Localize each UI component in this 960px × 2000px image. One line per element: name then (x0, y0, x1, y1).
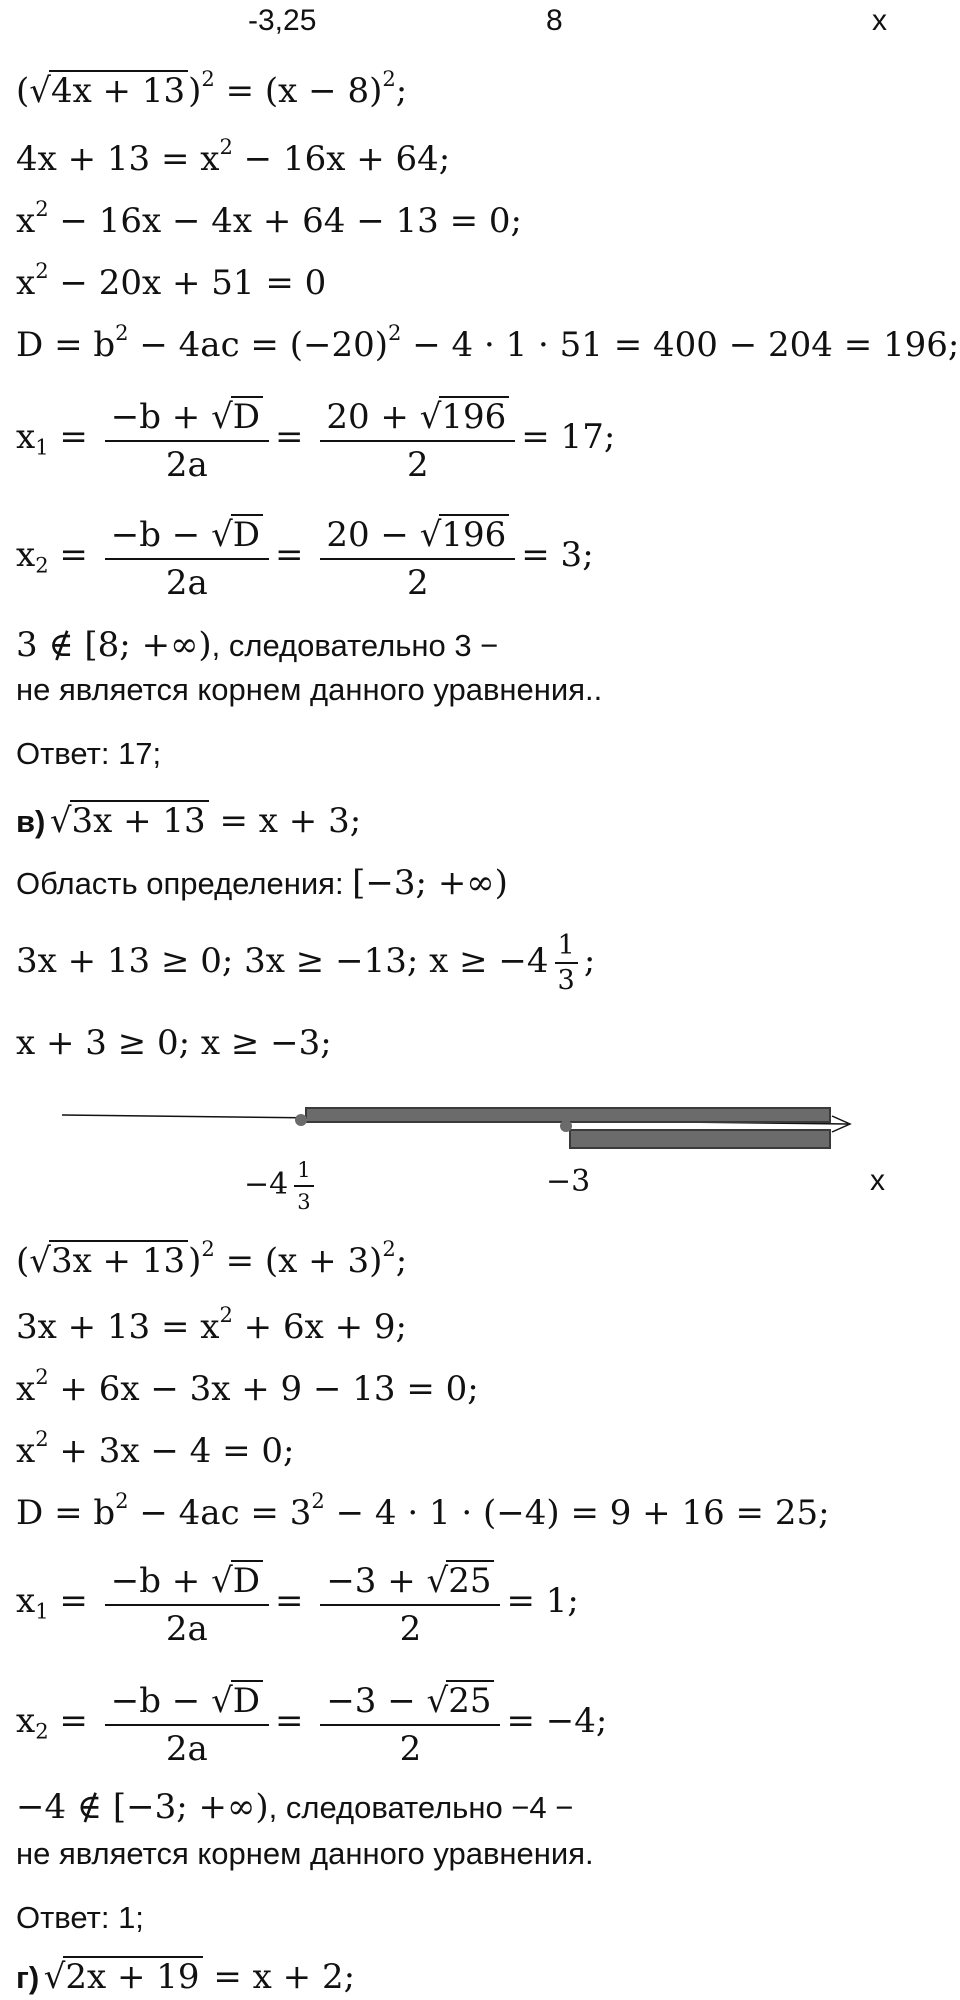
b-moved-terms: $x^2 - 16x - 4x + 64 - 13 = 0$; (16, 196, 522, 241)
v-answer: Ответ: 1; (16, 1900, 144, 1935)
b-squared-equation: $(√4x + 13)^2 = (x - 8)^2$; (16, 66, 408, 111)
b-root-x2: $x_2$ = $\frac{-b - √D}{2a}$ = $\frac{20 - √196}{2}$ = 3; (16, 515, 594, 603)
top-axis-x-label: x (872, 4, 887, 37)
v-nl-left-label: −4 $\frac{1}{3}$ (244, 1158, 320, 1214)
b-root-x1: $x_1$ = $\frac{-b + √D}{2a}$ = $\frac{20 + √196}{2}$ = 17; (16, 397, 616, 485)
v-inequality-2: x + 3 ≥ 0; x ≥ −3; (16, 1023, 332, 1063)
v-nl-x-label: x (870, 1164, 885, 1197)
b-conclusion-line1: 3 ∉ [8; +∞), следовательно 3 − (16, 625, 499, 665)
b-answer: Ответ: 17; (16, 736, 162, 771)
v-equation: в) √3x + 13 = x + 3; (16, 801, 362, 841)
v-conclusion-line2: не является корнем данного уравнения. (16, 1836, 594, 1871)
v-quadratic: $x^2 + 3x - 4 = 0$; (16, 1426, 295, 1471)
b-conclusion-line2: не является корнем данного уравнения.. (16, 672, 603, 707)
v-moved-terms: $x^2 + 6x - 3x + 9 - 13 = 0$; (16, 1364, 479, 1409)
v-nl-right-label: −3 (546, 1164, 591, 1199)
point-minus-3 (560, 1120, 572, 1132)
v-squared-equation: $(√3x + 13)^2 = (x + 3)^2$; (16, 1236, 408, 1281)
g-equation: г) √2x + 19 = x + 2; (16, 1957, 356, 1997)
b-expanded-equation: $4x + 13 = x^2 - 16x + 64$; (16, 134, 451, 179)
v-number-line (0, 1080, 960, 1210)
v-root-x2: $x_2$ = $\frac{-b - √D}{2a}$ = $\frac{-3 - √25}{2}$ = −4; (16, 1681, 608, 1769)
top-axis-mid-label: 8 (546, 4, 563, 37)
interval-bar-x-ge-minus-4-1-3 (306, 1108, 830, 1122)
v-inequality-1: 3x + 13 ≥ 0; 3x ≥ −13; x ≥ −4 $\frac{1}{3}$ ; (16, 930, 596, 997)
v-conclusion-line1: −4 ∉ [−3; +∞), следовательно −4 − (16, 1787, 574, 1827)
b-quadratic: $x^2 - 20x + 51 = 0$ (16, 258, 327, 303)
v-domain: Область определения: [−3; +∞) (16, 863, 508, 903)
point-minus-4-1-3 (295, 1114, 307, 1126)
top-axis-left-label: -3,25 (248, 4, 317, 37)
v-root-x1: $x_1$ = $\frac{-b + √D}{2a}$ = $\frac{-3 + √25}{2}$ = 1; (16, 1561, 579, 1649)
b-discriminant: $D = b^2 - 4ac = (-20)^2 - 4 \cdot 1 \cdot 51 = 400 - 204 = 196$; (16, 320, 960, 365)
v-expanded-equation: $3x + 13 = x^2 + 6x + 9$; (16, 1302, 407, 1347)
v-discriminant: $D = b^2 - 4ac = 3^2 - 4 \cdot 1 \cdot (-4) = 9 + 16 = 25$; (16, 1488, 830, 1533)
interval-bar-x-ge-minus-3 (570, 1130, 830, 1148)
